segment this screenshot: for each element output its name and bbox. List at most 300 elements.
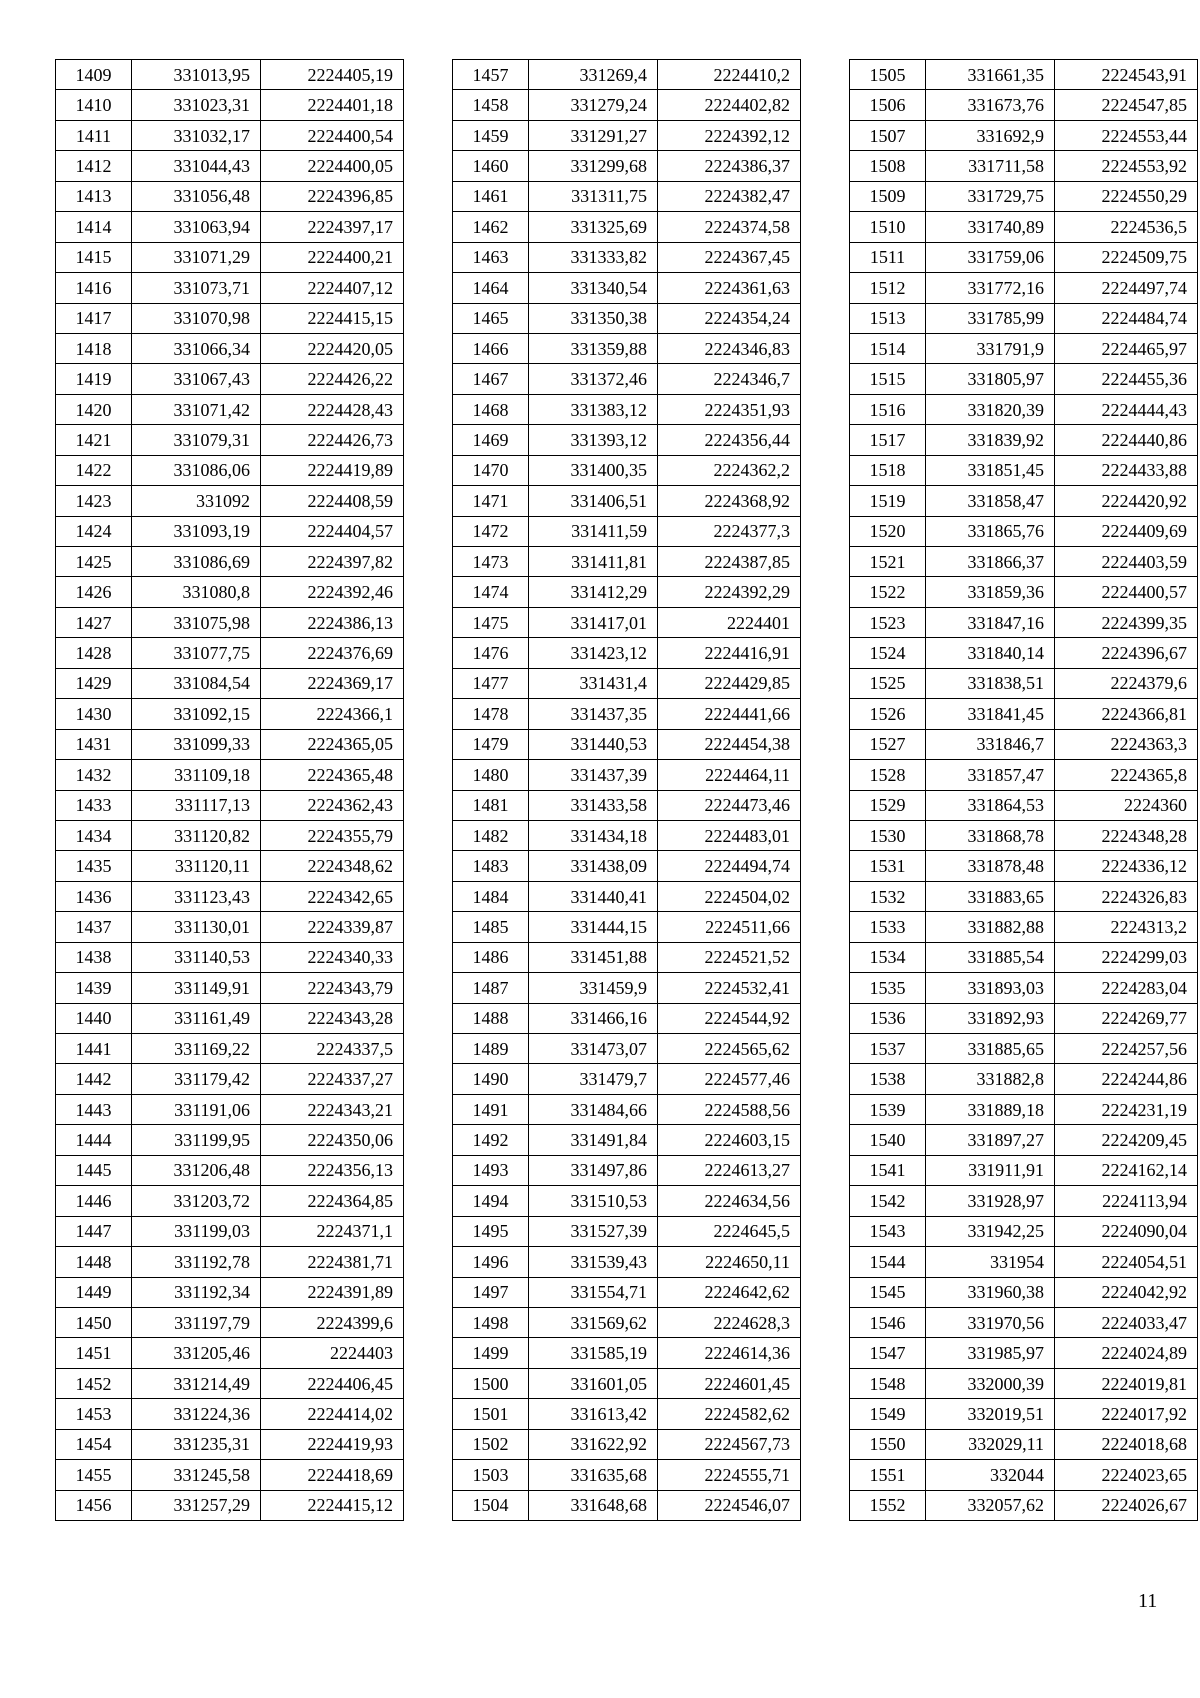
x-coordinate-cell: 331868,78: [926, 820, 1055, 850]
x-coordinate-cell: 331438,09: [529, 851, 658, 881]
x-coordinate-cell: 331299,68: [529, 151, 658, 181]
x-coordinate-cell: 331120,82: [132, 820, 261, 850]
x-coordinate-cell: 331785,99: [926, 303, 1055, 333]
x-coordinate-cell: 331601,05: [529, 1368, 658, 1398]
x-coordinate-cell: 331985,97: [926, 1338, 1055, 1368]
x-coordinate-cell: 331878,48: [926, 851, 1055, 881]
y-coordinate-cell: 2224416,91: [658, 638, 801, 668]
y-coordinate-cell: 2224054,51: [1055, 1247, 1198, 1277]
point-number-cell: 1499: [453, 1338, 529, 1368]
point-number-cell: 1538: [850, 1064, 926, 1094]
point-number-cell: 1456: [56, 1490, 132, 1520]
x-coordinate-cell: 331032,17: [132, 120, 261, 150]
point-number-cell: 1419: [56, 364, 132, 394]
table-row: [56, 60, 404, 90]
table-row: [453, 486, 801, 516]
y-coordinate-cell: 2224387,85: [658, 547, 801, 577]
x-coordinate-cell: 331109,18: [132, 760, 261, 790]
x-coordinate-cell: 331510,53: [529, 1186, 658, 1216]
x-coordinate-cell: 331841,45: [926, 699, 1055, 729]
y-coordinate-cell: 2224429,85: [658, 668, 801, 698]
y-coordinate-cell: 2224371,1: [261, 1216, 404, 1246]
x-coordinate-cell: 331864,53: [926, 790, 1055, 820]
point-number-cell: 1462: [453, 212, 529, 242]
x-coordinate-cell: 331897,27: [926, 1125, 1055, 1155]
point-number-cell: 1454: [56, 1429, 132, 1459]
point-number-cell: 1467: [453, 364, 529, 394]
y-coordinate-cell: 2224418,69: [261, 1460, 404, 1490]
y-coordinate-cell: 2224313,2: [1055, 912, 1198, 942]
table-row: [453, 912, 801, 942]
table-row: [56, 638, 404, 668]
table-row: [850, 1368, 1198, 1398]
x-coordinate-cell: 331942,25: [926, 1216, 1055, 1246]
x-coordinate-cell: 331847,16: [926, 607, 1055, 637]
point-number-cell: 1502: [453, 1429, 529, 1459]
table-row: [453, 1125, 801, 1155]
y-coordinate-cell: 2224339,87: [261, 912, 404, 942]
table-row: [56, 607, 404, 637]
y-coordinate-cell: 2224565,62: [658, 1034, 801, 1064]
table-row: [56, 699, 404, 729]
point-number-cell: 1529: [850, 790, 926, 820]
point-number-cell: 1448: [56, 1247, 132, 1277]
table-row: [56, 729, 404, 759]
point-number-cell: 1505: [850, 60, 926, 90]
y-coordinate-cell: 2224299,03: [1055, 942, 1198, 972]
table-row: [453, 1186, 801, 1216]
x-coordinate-cell: 331411,59: [529, 516, 658, 546]
point-number-cell: 1497: [453, 1277, 529, 1307]
point-number-cell: 1443: [56, 1094, 132, 1124]
x-coordinate-cell: 331911,91: [926, 1155, 1055, 1185]
point-number-cell: 1446: [56, 1186, 132, 1216]
x-coordinate-cell: 331350,38: [529, 303, 658, 333]
y-coordinate-cell: 2224614,36: [658, 1338, 801, 1368]
table-row: [56, 486, 404, 516]
y-coordinate-cell: 2224376,69: [261, 638, 404, 668]
x-coordinate-cell: 331120,11: [132, 851, 261, 881]
y-coordinate-cell: 2224402,82: [658, 90, 801, 120]
point-number-cell: 1524: [850, 638, 926, 668]
y-coordinate-cell: 2224231,19: [1055, 1094, 1198, 1124]
table-row: [850, 151, 1198, 181]
y-coordinate-cell: 2224033,47: [1055, 1307, 1198, 1337]
table-row: [850, 120, 1198, 150]
y-coordinate-cell: 2224365,8: [1055, 760, 1198, 790]
table-row: [453, 1460, 801, 1490]
y-coordinate-cell: 2224550,29: [1055, 181, 1198, 211]
x-coordinate-cell: 331169,22: [132, 1034, 261, 1064]
table-row: [453, 273, 801, 303]
x-coordinate-cell: 331235,31: [132, 1429, 261, 1459]
y-coordinate-cell: 2224374,58: [658, 212, 801, 242]
table-row: [850, 912, 1198, 942]
x-coordinate-cell: 331622,92: [529, 1429, 658, 1459]
x-coordinate-cell: 332044: [926, 1460, 1055, 1490]
y-coordinate-cell: 2224364,85: [261, 1186, 404, 1216]
point-number-cell: 1417: [56, 303, 132, 333]
point-number-cell: 1431: [56, 729, 132, 759]
y-coordinate-cell: 2224582,62: [658, 1399, 801, 1429]
y-coordinate-cell: 2224377,3: [658, 516, 801, 546]
x-coordinate-cell: 331791,9: [926, 333, 1055, 363]
point-number-cell: 1442: [56, 1064, 132, 1094]
point-number-cell: 1536: [850, 1003, 926, 1033]
y-coordinate-cell: 2224386,37: [658, 151, 801, 181]
y-coordinate-cell: 2224366,81: [1055, 699, 1198, 729]
point-number-cell: 1532: [850, 881, 926, 911]
table-row: [56, 1034, 404, 1064]
x-coordinate-cell: 331434,18: [529, 820, 658, 850]
y-coordinate-cell: 2224346,7: [658, 364, 801, 394]
y-coordinate-cell: 2224399,6: [261, 1307, 404, 1337]
table-row: [56, 1399, 404, 1429]
point-number-cell: 1543: [850, 1216, 926, 1246]
table-row: [453, 151, 801, 181]
table-row: [56, 151, 404, 181]
point-number-cell: 1516: [850, 394, 926, 424]
point-number-cell: 1508: [850, 151, 926, 181]
x-coordinate-cell: 331569,62: [529, 1307, 658, 1337]
point-number-cell: 1501: [453, 1399, 529, 1429]
point-number-cell: 1485: [453, 912, 529, 942]
table-row: [453, 333, 801, 363]
point-number-cell: 1418: [56, 333, 132, 363]
point-number-cell: 1433: [56, 790, 132, 820]
table-row: [850, 973, 1198, 1003]
coordinates-table-right: [849, 59, 1198, 1521]
x-coordinate-cell: 331224,36: [132, 1399, 261, 1429]
x-coordinate-cell: 331359,88: [529, 333, 658, 363]
x-coordinate-cell: 331140,53: [132, 942, 261, 972]
point-number-cell: 1489: [453, 1034, 529, 1064]
table-row: [453, 90, 801, 120]
table-row: [56, 303, 404, 333]
point-number-cell: 1481: [453, 790, 529, 820]
x-coordinate-cell: 331882,88: [926, 912, 1055, 942]
y-coordinate-cell: 2224356,13: [261, 1155, 404, 1185]
y-coordinate-cell: 2224392,12: [658, 120, 801, 150]
point-number-cell: 1457: [453, 60, 529, 90]
x-coordinate-cell: 331459,9: [529, 973, 658, 1003]
y-coordinate-cell: 2224337,5: [261, 1034, 404, 1064]
y-coordinate-cell: 2224024,89: [1055, 1338, 1198, 1368]
y-coordinate-cell: 2224369,17: [261, 668, 404, 698]
y-coordinate-cell: 2224403,59: [1055, 547, 1198, 577]
point-number-cell: 1506: [850, 90, 926, 120]
table-row: [56, 851, 404, 881]
point-number-cell: 1471: [453, 486, 529, 516]
y-coordinate-cell: 2224405,19: [261, 60, 404, 90]
y-coordinate-cell: 2224269,77: [1055, 1003, 1198, 1033]
x-coordinate-cell: 331865,76: [926, 516, 1055, 546]
x-coordinate-cell: 331245,58: [132, 1460, 261, 1490]
y-coordinate-cell: 2224536,5: [1055, 212, 1198, 242]
table-row: [453, 425, 801, 455]
x-coordinate-cell: 331056,48: [132, 181, 261, 211]
coordinates-table-middle: [452, 59, 801, 1521]
table-row: [453, 760, 801, 790]
point-number-cell: 1426: [56, 577, 132, 607]
point-number-cell: 1547: [850, 1338, 926, 1368]
y-coordinate-cell: 2224415,15: [261, 303, 404, 333]
y-coordinate-cell: 2224603,15: [658, 1125, 801, 1155]
x-coordinate-cell: 331954: [926, 1247, 1055, 1277]
point-number-cell: 1463: [453, 242, 529, 272]
point-number-cell: 1533: [850, 912, 926, 942]
x-coordinate-cell: 331479,7: [529, 1064, 658, 1094]
y-coordinate-cell: 2224399,35: [1055, 607, 1198, 637]
table-row: [56, 1429, 404, 1459]
point-number-cell: 1490: [453, 1064, 529, 1094]
x-coordinate-cell: 331928,97: [926, 1186, 1055, 1216]
point-number-cell: 1486: [453, 942, 529, 972]
table-row: [850, 1460, 1198, 1490]
x-coordinate-cell: 331013,95: [132, 60, 261, 90]
table-row: [56, 1125, 404, 1155]
point-number-cell: 1478: [453, 699, 529, 729]
y-coordinate-cell: 2224382,47: [658, 181, 801, 211]
y-coordinate-cell: 2224408,59: [261, 486, 404, 516]
point-number-cell: 1447: [56, 1216, 132, 1246]
point-number-cell: 1468: [453, 394, 529, 424]
table-row: [56, 760, 404, 790]
point-number-cell: 1476: [453, 638, 529, 668]
y-coordinate-cell: 2224018,68: [1055, 1429, 1198, 1459]
x-coordinate-cell: 331084,54: [132, 668, 261, 698]
point-number-cell: 1435: [56, 851, 132, 881]
x-coordinate-cell: 331023,31: [132, 90, 261, 120]
table-row: [850, 60, 1198, 90]
x-coordinate-cell: 331466,16: [529, 1003, 658, 1033]
table-row: [850, 1094, 1198, 1124]
y-coordinate-cell: 2224415,12: [261, 1490, 404, 1520]
x-coordinate-cell: 331092: [132, 486, 261, 516]
x-coordinate-cell: 331673,76: [926, 90, 1055, 120]
x-coordinate-cell: 331406,51: [529, 486, 658, 516]
x-coordinate-cell: 331585,19: [529, 1338, 658, 1368]
table-row: [56, 881, 404, 911]
x-coordinate-cell: 331711,58: [926, 151, 1055, 181]
point-number-cell: 1434: [56, 820, 132, 850]
y-coordinate-cell: 2224532,41: [658, 973, 801, 1003]
coordinates-table-left: [55, 59, 404, 1521]
table-row: [453, 790, 801, 820]
y-coordinate-cell: 2224407,12: [261, 273, 404, 303]
x-coordinate-cell: 331857,47: [926, 760, 1055, 790]
x-coordinate-cell: 332019,51: [926, 1399, 1055, 1429]
y-coordinate-cell: 2224426,73: [261, 425, 404, 455]
y-coordinate-cell: 2224343,28: [261, 1003, 404, 1033]
x-coordinate-cell: 331257,29: [132, 1490, 261, 1520]
y-coordinate-cell: 2224414,02: [261, 1399, 404, 1429]
table-row: [56, 547, 404, 577]
table-row: [850, 547, 1198, 577]
x-coordinate-cell: 331473,07: [529, 1034, 658, 1064]
point-number-cell: 1494: [453, 1186, 529, 1216]
table-row: [56, 577, 404, 607]
point-number-cell: 1449: [56, 1277, 132, 1307]
x-coordinate-cell: 331661,35: [926, 60, 1055, 90]
y-coordinate-cell: 2224497,74: [1055, 273, 1198, 303]
y-coordinate-cell: 2224283,04: [1055, 973, 1198, 1003]
table-row: [453, 942, 801, 972]
y-coordinate-cell: 2224567,73: [658, 1429, 801, 1459]
table-row: [453, 242, 801, 272]
point-number-cell: 1430: [56, 699, 132, 729]
point-number-cell: 1412: [56, 151, 132, 181]
x-coordinate-cell: 331820,39: [926, 394, 1055, 424]
x-coordinate-cell: 331554,71: [529, 1277, 658, 1307]
y-coordinate-cell: 2224348,62: [261, 851, 404, 881]
y-coordinate-cell: 2224023,65: [1055, 1460, 1198, 1490]
y-coordinate-cell: 2224326,83: [1055, 881, 1198, 911]
y-coordinate-cell: 2224406,45: [261, 1368, 404, 1398]
point-number-cell: 1440: [56, 1003, 132, 1033]
point-number-cell: 1465: [453, 303, 529, 333]
x-coordinate-cell: 331692,9: [926, 120, 1055, 150]
x-coordinate-cell: 331192,34: [132, 1277, 261, 1307]
table-row: [850, 1429, 1198, 1459]
x-coordinate-cell: 331197,79: [132, 1307, 261, 1337]
point-number-cell: 1542: [850, 1186, 926, 1216]
point-number-cell: 1514: [850, 333, 926, 363]
y-coordinate-cell: 2224368,92: [658, 486, 801, 516]
point-number-cell: 1437: [56, 912, 132, 942]
table-row: [850, 851, 1198, 881]
x-coordinate-cell: 331393,12: [529, 425, 658, 455]
point-number-cell: 1441: [56, 1034, 132, 1064]
point-number-cell: 1509: [850, 181, 926, 211]
table-row: [56, 668, 404, 698]
point-number-cell: 1525: [850, 668, 926, 698]
y-coordinate-cell: 2224362,2: [658, 455, 801, 485]
y-coordinate-cell: 2224017,92: [1055, 1399, 1198, 1429]
point-number-cell: 1517: [850, 425, 926, 455]
y-coordinate-cell: 2224419,93: [261, 1429, 404, 1459]
y-coordinate-cell: 2224396,67: [1055, 638, 1198, 668]
x-coordinate-cell: 331325,69: [529, 212, 658, 242]
x-coordinate-cell: 331070,98: [132, 303, 261, 333]
table-row: [453, 1490, 801, 1520]
point-number-cell: 1511: [850, 242, 926, 272]
table-row: [850, 1277, 1198, 1307]
table-row: [56, 1368, 404, 1398]
y-coordinate-cell: 2224400,57: [1055, 577, 1198, 607]
table-row: [850, 1064, 1198, 1094]
table-row: [850, 729, 1198, 759]
table-row: [453, 1429, 801, 1459]
table-row: [56, 1186, 404, 1216]
x-coordinate-cell: 331539,43: [529, 1247, 658, 1277]
table-row: [850, 1307, 1198, 1337]
point-number-cell: 1439: [56, 973, 132, 1003]
y-coordinate-cell: 2224366,1: [261, 699, 404, 729]
x-coordinate-cell: 331071,42: [132, 394, 261, 424]
x-coordinate-cell: 331092,15: [132, 699, 261, 729]
table-row: [56, 1460, 404, 1490]
table-row: [56, 425, 404, 455]
y-coordinate-cell: 2224483,01: [658, 820, 801, 850]
y-coordinate-cell: 2224365,48: [261, 760, 404, 790]
point-number-cell: 1425: [56, 547, 132, 577]
y-coordinate-cell: 2224454,38: [658, 729, 801, 759]
y-coordinate-cell: 2224628,3: [658, 1307, 801, 1337]
point-number-cell: 1537: [850, 1034, 926, 1064]
table-row: [850, 942, 1198, 972]
point-number-cell: 1461: [453, 181, 529, 211]
table-row: [453, 973, 801, 1003]
x-coordinate-cell: 331400,35: [529, 455, 658, 485]
y-coordinate-cell: 2224401,18: [261, 90, 404, 120]
table-row: [56, 1338, 404, 1368]
y-coordinate-cell: 2224455,36: [1055, 364, 1198, 394]
point-number-cell: 1513: [850, 303, 926, 333]
point-number-cell: 1539: [850, 1094, 926, 1124]
x-coordinate-cell: 331099,33: [132, 729, 261, 759]
table-row: [850, 1247, 1198, 1277]
y-coordinate-cell: 2224019,81: [1055, 1368, 1198, 1398]
y-coordinate-cell: 2224090,04: [1055, 1216, 1198, 1246]
x-coordinate-cell: 332057,62: [926, 1490, 1055, 1520]
x-coordinate-cell: 331417,01: [529, 607, 658, 637]
table-row: [56, 364, 404, 394]
y-coordinate-cell: 2224404,57: [261, 516, 404, 546]
table-row: [850, 790, 1198, 820]
y-coordinate-cell: 2224465,97: [1055, 333, 1198, 363]
table-row: [453, 577, 801, 607]
x-coordinate-cell: 331648,68: [529, 1490, 658, 1520]
x-coordinate-cell: 331412,29: [529, 577, 658, 607]
x-coordinate-cell: 331333,82: [529, 242, 658, 272]
x-coordinate-cell: 331203,72: [132, 1186, 261, 1216]
x-coordinate-cell: 331882,8: [926, 1064, 1055, 1094]
y-coordinate-cell: 2224354,24: [658, 303, 801, 333]
x-coordinate-cell: 331130,01: [132, 912, 261, 942]
table-row: [56, 90, 404, 120]
point-number-cell: 1531: [850, 851, 926, 881]
table-row: [850, 1186, 1198, 1216]
x-coordinate-cell: 331117,13: [132, 790, 261, 820]
x-coordinate-cell: 331740,89: [926, 212, 1055, 242]
y-coordinate-cell: 2224555,71: [658, 1460, 801, 1490]
y-coordinate-cell: 2224553,92: [1055, 151, 1198, 181]
y-coordinate-cell: 2224348,28: [1055, 820, 1198, 850]
y-coordinate-cell: 2224396,85: [261, 181, 404, 211]
point-number-cell: 1453: [56, 1399, 132, 1429]
table-row: [850, 273, 1198, 303]
table-row: [56, 120, 404, 150]
table-row: [850, 364, 1198, 394]
table-row: [850, 425, 1198, 455]
y-coordinate-cell: 2224400,05: [261, 151, 404, 181]
point-number-cell: 1423: [56, 486, 132, 516]
point-number-cell: 1484: [453, 881, 529, 911]
table-row: [56, 942, 404, 972]
table-row: [453, 455, 801, 485]
y-coordinate-cell: 2224360: [1055, 790, 1198, 820]
point-number-cell: 1450: [56, 1307, 132, 1337]
table-row: [453, 1247, 801, 1277]
point-number-cell: 1548: [850, 1368, 926, 1398]
point-number-cell: 1451: [56, 1338, 132, 1368]
point-number-cell: 1520: [850, 516, 926, 546]
y-coordinate-cell: 2224356,44: [658, 425, 801, 455]
y-coordinate-cell: 2224428,43: [261, 394, 404, 424]
table-row: [453, 303, 801, 333]
y-coordinate-cell: 2224362,43: [261, 790, 404, 820]
